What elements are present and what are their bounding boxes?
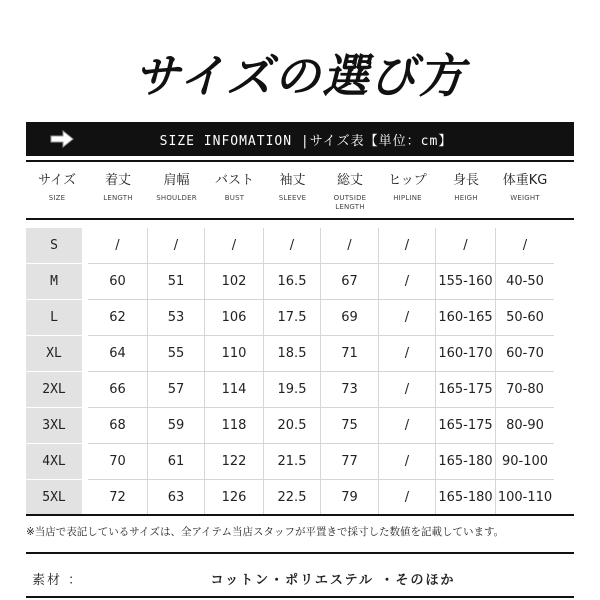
table-cell: 64 <box>88 336 148 372</box>
table-cell: 40-50 <box>496 264 554 300</box>
table-cell: 19.5 <box>264 372 321 408</box>
material-row <box>26 564 574 592</box>
table-cell: 75 <box>321 408 379 444</box>
material-label: 素材 ： <box>32 572 84 588</box>
column-header-jp: 肩幅 <box>163 173 190 188</box>
size-info-bar <box>26 122 574 156</box>
page-title: サイズの選び方 <box>133 49 467 103</box>
size-label-cell: L <box>26 300 88 336</box>
column-header-jp: 袖丈 <box>279 173 306 188</box>
column-header <box>321 168 379 220</box>
column-header <box>88 168 148 220</box>
column-header-en: SLEEVE <box>278 194 307 202</box>
table-cell: 53 <box>148 300 205 336</box>
column-header <box>148 168 205 220</box>
column-header-jp: 着丈 <box>104 173 131 188</box>
table-cell: 80-90 <box>496 408 554 444</box>
table-cell: 68 <box>88 408 148 444</box>
column-header <box>205 168 264 220</box>
table-cell: 50-60 <box>496 300 554 336</box>
table-cell: 160-170 <box>436 336 496 372</box>
table-row <box>26 228 574 264</box>
table-cell: 110 <box>205 336 264 372</box>
material-bottom-rule <box>26 596 574 598</box>
table-row <box>26 372 574 408</box>
table-cell: 18.5 <box>264 336 321 372</box>
table-row <box>26 264 574 300</box>
column-header-jp: 身長 <box>452 173 479 188</box>
table-cell: 22.5 <box>264 480 321 516</box>
table-cell: 90-100 <box>496 444 554 480</box>
table-cell: / <box>379 444 436 480</box>
table-cell: 100-110 <box>496 480 554 516</box>
table-row <box>26 300 574 336</box>
table-cell: 122 <box>205 444 264 480</box>
table-cell: 155-160 <box>436 264 496 300</box>
arrow-right-icon <box>26 122 98 156</box>
table-cell: / <box>379 300 436 336</box>
table-cell: 67 <box>321 264 379 300</box>
size-label-cell: 5XL <box>26 480 88 516</box>
table-cell: 61 <box>148 444 205 480</box>
column-header <box>264 168 321 220</box>
table-row <box>26 444 574 480</box>
material-top-rule <box>26 552 574 554</box>
table-cell: 16.5 <box>264 264 321 300</box>
column-header-en: LENGTH <box>103 194 133 202</box>
table-cell: 79 <box>321 480 379 516</box>
table-cell: 70 <box>88 444 148 480</box>
table-cell: 70-80 <box>496 372 554 408</box>
table-cell: / <box>148 228 205 264</box>
table-cell: / <box>379 264 436 300</box>
table-cell: 59 <box>148 408 205 444</box>
table-cell: / <box>379 372 436 408</box>
column-header <box>436 168 496 220</box>
table-cell: 118 <box>205 408 264 444</box>
column-header-en: SHOULDER <box>156 194 197 202</box>
table-cell: / <box>379 336 436 372</box>
table-bottom-rule <box>26 514 574 516</box>
table-cell: 69 <box>321 300 379 336</box>
column-header-jp: バスト <box>214 173 254 188</box>
column-header-jp: 総丈 <box>336 173 363 188</box>
table-cell: / <box>264 228 321 264</box>
table-cell: 165-180 <box>436 480 496 516</box>
table-header <box>26 168 574 220</box>
table-cell: 57 <box>148 372 205 408</box>
table-cell: 51 <box>148 264 205 300</box>
measurement-note: ※当店で表記しているサイズは、全アイテム当店スタッフが平置きで採寸した数値を記載しています。 <box>26 526 505 538</box>
table-cell: / <box>321 228 379 264</box>
table-cell: / <box>436 228 496 264</box>
header-top-rule <box>26 160 574 162</box>
column-header-jp: 体重KG <box>502 173 548 188</box>
table-cell: 114 <box>205 372 264 408</box>
table-cell: 60-70 <box>496 336 554 372</box>
table-row <box>26 480 574 516</box>
table-cell: 55 <box>148 336 205 372</box>
table-cell: 102 <box>205 264 264 300</box>
table-cell: 165-180 <box>436 444 496 480</box>
size-label-cell: 2XL <box>26 372 88 408</box>
column-header <box>26 168 88 220</box>
table-cell: 126 <box>205 480 264 516</box>
table-cell: 17.5 <box>264 300 321 336</box>
size-label-cell: S <box>26 228 88 264</box>
size-label-cell: XL <box>26 336 88 372</box>
table-cell: 77 <box>321 444 379 480</box>
column-header <box>496 168 554 220</box>
table-cell: 160-165 <box>436 300 496 336</box>
table-cell: 165-175 <box>436 408 496 444</box>
column-header <box>379 168 436 220</box>
column-header-en: BUST <box>224 194 245 202</box>
size-info-text: SIZE INFOMATION |サイズ表【単位：cm】 <box>159 133 453 149</box>
table-cell: 63 <box>148 480 205 516</box>
material-value: コットン・ポリエステル ・そのほか <box>210 572 456 588</box>
column-header-en: HEIGH <box>454 194 478 202</box>
table-cell: / <box>379 480 436 516</box>
table-row <box>26 408 574 444</box>
table-cell: 106 <box>205 300 264 336</box>
column-header-en: WEIGHT <box>510 194 540 202</box>
column-header-jp: サイズ <box>38 173 76 188</box>
table-row <box>26 336 574 372</box>
table-cell: / <box>496 228 554 264</box>
column-header-en: SIZE <box>48 194 66 202</box>
table-cell: 71 <box>321 336 379 372</box>
size-table <box>26 228 574 516</box>
column-header-en: OUTSIDE LENGTH <box>333 194 367 211</box>
table-cell: 72 <box>88 480 148 516</box>
table-cell: / <box>379 228 436 264</box>
table-cell: 21.5 <box>264 444 321 480</box>
header-bottom-rule <box>26 218 574 220</box>
table-cell: 165-175 <box>436 372 496 408</box>
table-cell: / <box>379 408 436 444</box>
size-label-cell: 4XL <box>26 444 88 480</box>
table-cell: 66 <box>88 372 148 408</box>
table-cell: 73 <box>321 372 379 408</box>
table-cell: 62 <box>88 300 148 336</box>
column-header-jp: ヒップ <box>388 173 427 188</box>
table-cell: 60 <box>88 264 148 300</box>
size-label-cell: M <box>26 264 88 300</box>
table-cell: / <box>205 228 264 264</box>
size-label-cell: 3XL <box>26 408 88 444</box>
column-header-en: HIPLINE <box>393 194 422 202</box>
table-cell: / <box>88 228 148 264</box>
table-cell: 20.5 <box>264 408 321 444</box>
